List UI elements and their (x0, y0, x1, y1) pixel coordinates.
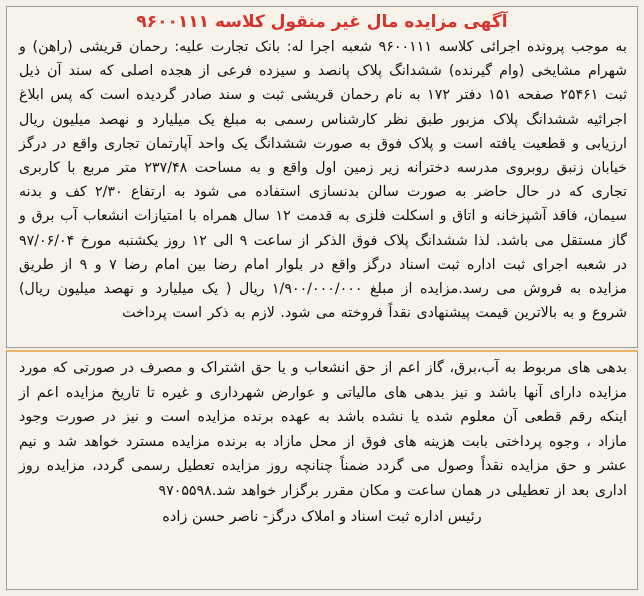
notice-signature: رئیس اداره ثبت اسناد و املاک درگز- ناصر حسن زاده (162, 509, 482, 525)
notice-bottom-panel (6, 350, 638, 590)
notice-paragraph-2: بدهی های مربوط به آب،برق، گاز اعم از حق انشعاب و یا حق اشتراک و مصرف در صورتی که مورد مزایده دارای آنها باشد و نیز بدهی های مالیاتی و عوارض شهرداری و غیره تا تاریخ مزایده اعم از اینکه رقم قطعی آن معلوم شده یا نشده باشد به عهده برنده مزایده است و نیز در صورت وجود مازاد ، وجوه پرداختی بابت هزینه های فوق از محل مازاد به برنده مزایده مسترد خواهد شد و نیم عشر و حق مزایده نقداً وصول می گردد ضمناً چنانچه روز مزایده تعطیل رسمی گردد، مزایده روز اداری بعد از تعطیلی در همان ساعت و مکان مقرر برگزار خواهد شد.۹۷۰۵۵۹۸ (19, 360, 627, 499)
notice-title: آگهی مزایده مال غیر منقول کلاسه ۹۶۰۰۱۱۱ (136, 12, 508, 32)
notice-paragraph-1: به موجب پرونده اجرائی کلاسه ۹۶۰۰۱۱۱ شعبه اجرا له: بانک تجارت علیه: رحمان قریشی (راهن) و شهرام مشایخی (وام گیرنده) ششدانگ پلاک پانصد و سیزده فرعی از هجده اصلی که سند آن ذیل ثبت ۲۵۴۶۱ صفحه ۱۵۱ دفتر ۱۷۲ به نام رحمان قریشی ثبت و سند صادر گردیده است که پس ابلاغ اجرائیه ششدانگ پلاک مزبور طبق نظر کارشناس رسمی به مبلغ یک میلیارد و نهصد میلیون ریال ارزیابی و قطعیت یافته است و پلاک فوق به صورت ششدانگ یک واحد آپارتمان تجاری واقع در درگز خیابان زنبق روبروی مدرسه دخترانه زیر زمین اول واقع و به مساحت ۲۳۷/۴۸ متر مربع با کاربری تجاری که در حال حاضر به صورت سالن بدنسازی استفاده می شود به ارتفاع ۲/۳۰ کف و بدنه سیمان، فاقد آشپزخانه و اتاق و اسکلت فلزی به قدمت ۱۲ سال همراه با امتیازات انشعاب آب برق و گاز مستقل می باشد. لذا ششدانگ پلاک فوق الذکر از ساعت ۹ الی ۱۲ روز یکشنبه مورخ ۹۷/۰۶/۰۴ در شعبه اجرای ثبت اداره ثبت اسناد درگز واقع در بلوار امام رضا بین امام رضا ۷ و ۹ از طریق مزایده به فروش می رسد.مزایده از مبلغ ۱/۹۰۰/۰۰۰/۰۰۰ ریال ( یک میلیارد و نهصد میلیون ریال) شروع و به بالاترین قیمت پیشنهادی نقداً فروخته می شود. لازم به ذکر است پرداخت (19, 39, 628, 322)
notice-top-panel (6, 6, 638, 348)
